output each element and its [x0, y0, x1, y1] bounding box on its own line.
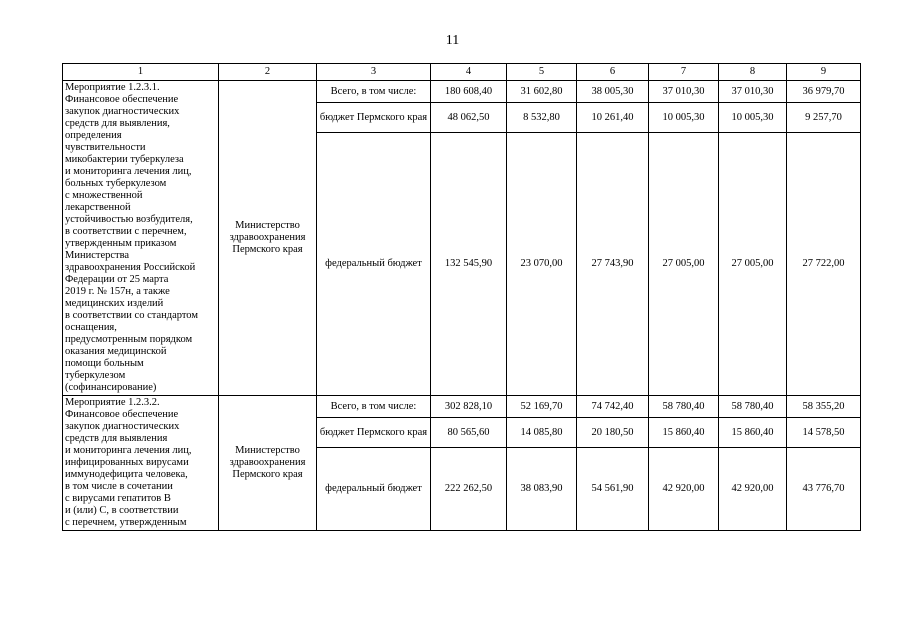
- amount-cell: 9 257,70: [787, 103, 861, 133]
- column-number: 6: [577, 64, 649, 81]
- amount-cell: 42 920,00: [719, 448, 787, 531]
- column-number: 3: [317, 64, 431, 81]
- amount-cell: 20 180,50: [577, 418, 649, 448]
- amount-cell: 302 828,10: [431, 396, 507, 418]
- amount-cell: 27 005,00: [649, 133, 719, 396]
- amount-cell: 180 608,40: [431, 81, 507, 103]
- executor-name: Министерство здравоохранения Пермского края: [219, 81, 317, 396]
- amount-cell: 42 920,00: [649, 448, 719, 531]
- amount-cell: 36 979,70: [787, 81, 861, 103]
- column-number: 7: [649, 64, 719, 81]
- amount-cell: 38 083,90: [507, 448, 577, 531]
- column-number: 4: [431, 64, 507, 81]
- column-number: 9: [787, 64, 861, 81]
- amount-cell: 48 062,50: [431, 103, 507, 133]
- column-number: 2: [219, 64, 317, 81]
- amount-cell: 43 776,70: [787, 448, 861, 531]
- activity-description: Мероприятие 1.2.3.1. Финансовое обеспечение закупок диагностических средств для выявления, определения чувствительности микобактерии туберкулеза и мониторинга лечения лиц, больных туберкулезом с множественной лекарственной устойчивостью возбудителя, в соответствии с перечнем, утвержденным приказом Министерства здравоохранения Российской Федерации от 25 марта 2019 г. № 157н, а также медицинских изделий в соответствии со стандартом оснащения, предусмотренным порядком оказания медицинской помощи больным туберкулезом (софинансирование): [63, 81, 219, 396]
- column-number: 8: [719, 64, 787, 81]
- amount-cell: 14 085,80: [507, 418, 577, 448]
- amount-cell: 10 005,30: [649, 103, 719, 133]
- amount-cell: 38 005,30: [577, 81, 649, 103]
- column-number-row: [63, 64, 861, 81]
- amount-cell: 27 743,90: [577, 133, 649, 396]
- budget-table: [62, 63, 861, 531]
- page-number: 11: [445, 33, 460, 48]
- amount-cell: 23 070,00: [507, 133, 577, 396]
- amount-cell: 222 262,50: [431, 448, 507, 531]
- amount-cell: 8 532,80: [507, 103, 577, 133]
- column-number: 5: [507, 64, 577, 81]
- funding-source: бюджет Пермского края: [317, 103, 431, 133]
- executor-name: Министерство здравоохранения Пермского края: [219, 396, 317, 531]
- table-row: [63, 81, 861, 103]
- amount-cell: 80 565,60: [431, 418, 507, 448]
- activity-description: Мероприятие 1.2.3.2. Финансовое обеспечение закупок диагностических средств для выявления и мониторинга лечения лиц, инфицированных вирусами иммунодефицита человека, в том числе в сочетании с вирусами гепатитов В и (или) С, в соответствии с перечнем, утвержденным: [63, 396, 219, 531]
- funding-source: Всего, в том числе:: [317, 396, 431, 418]
- funding-source: федеральный бюджет: [317, 133, 431, 396]
- amount-cell: 37 010,30: [719, 81, 787, 103]
- amount-cell: 58 355,20: [787, 396, 861, 418]
- amount-cell: 58 780,40: [649, 396, 719, 418]
- amount-cell: 10 261,40: [577, 103, 649, 133]
- amount-cell: 15 860,40: [719, 418, 787, 448]
- funding-source: бюджет Пермского края: [317, 418, 431, 448]
- amount-cell: 52 169,70: [507, 396, 577, 418]
- amount-cell: 74 742,40: [577, 396, 649, 418]
- funding-source: федеральный бюджет: [317, 448, 431, 531]
- amount-cell: 54 561,90: [577, 448, 649, 531]
- amount-cell: 58 780,40: [719, 396, 787, 418]
- column-number: 1: [63, 64, 219, 81]
- funding-source: Всего, в том числе:: [317, 81, 431, 103]
- amount-cell: 27 005,00: [719, 133, 787, 396]
- amount-cell: 37 010,30: [649, 81, 719, 103]
- amount-cell: 10 005,30: [719, 103, 787, 133]
- amount-cell: 132 545,90: [431, 133, 507, 396]
- amount-cell: 27 722,00: [787, 133, 861, 396]
- amount-cell: 14 578,50: [787, 418, 861, 448]
- table-row: [63, 396, 861, 418]
- amount-cell: 31 602,80: [507, 81, 577, 103]
- amount-cell: 15 860,40: [649, 418, 719, 448]
